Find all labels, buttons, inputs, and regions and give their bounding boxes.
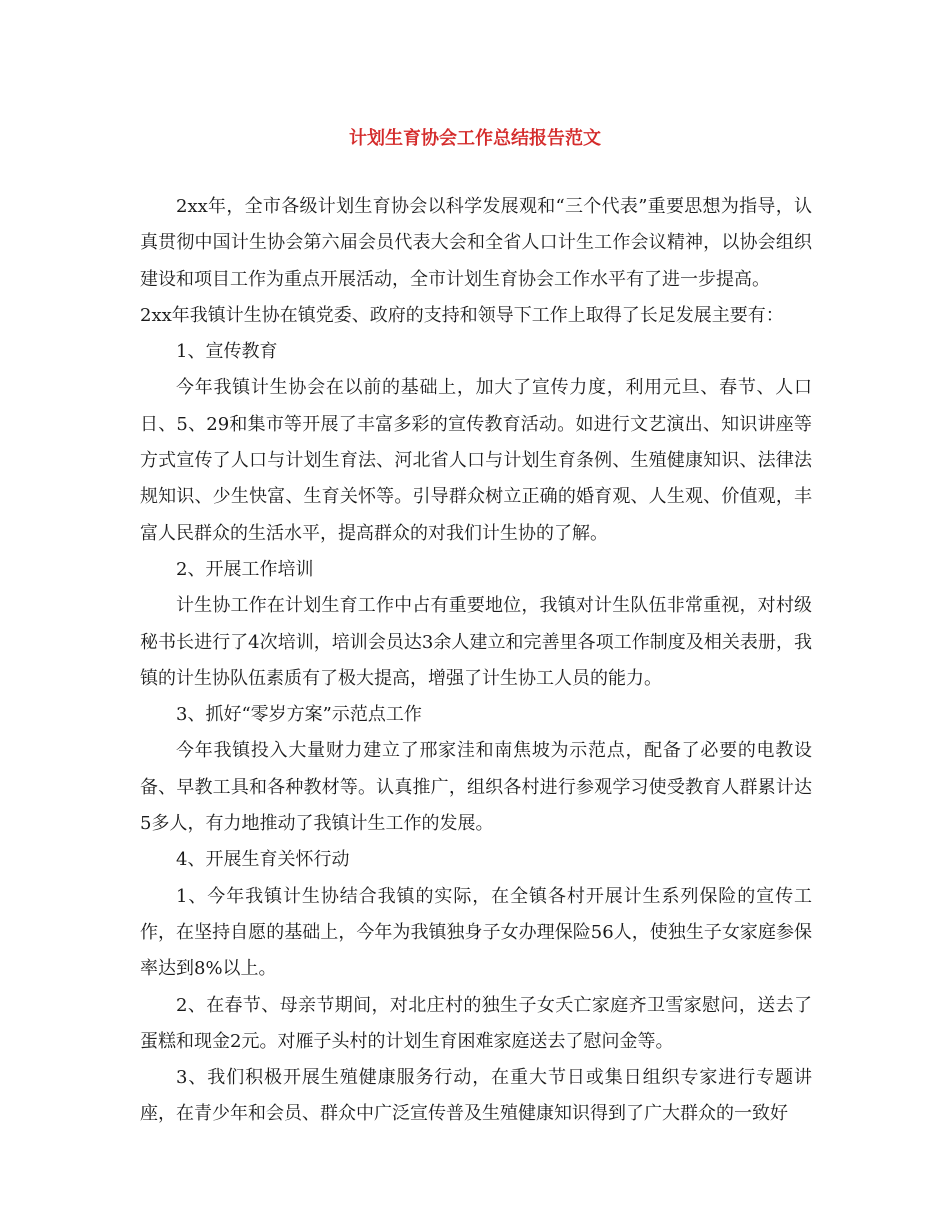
paragraph-section-2: 计生协工作在计划生育工作中占有重要地位，我镇对计生队伍非常重视，对村级秘书长进行了4次培训，培训会员达3余人建立和完善里各项工作制度及相关表册，我镇的计生协队伍素质有了极大提高，增强了计生协工人员的能力。 [140,595,812,689]
paragraph-section-4-item-3: 3、我们积极开展生殖健康服务行动，在重大节日或集日组织专家进行专题讲座，在青少年和会员、群众中广泛宣传普及生殖健康知识得到了广大群众的一致好 [140,1067,812,1125]
document-body [140,189,812,1133]
paragraph-section-4-item-1: 1、今年我镇计生协结合我镇的实际，在全镇各村开展计生系列保险的宣传工作，在坚持自愿的基础上，今年为我镇独身子女办理保险56人，使独生子女家庭参保率达到8%以上。 [140,885,812,980]
document-title: 计划生育协会工作总结报告范文 [349,128,601,149]
paragraph-section-1: 今年我镇计生协会在以前的基础上，加大了宣传力度，利用元旦、春节、人口日、5、29和集市等开展了丰富多彩的宣传教育活动。如进行文艺演出、知识讲座等方式宣传了人口与计划生育法、河北省人口与计划生育条例、生殖健康知识、法律法规知识、少生快富、生育关怀等。引导群众树立正确的婚育观、人生观、价值观，丰富人民群众的生活水平，提高群众的对我们计生协的了解。 [140,377,812,544]
paragraph-intro: 2xx年，全市各级计划生育协会以科学发展观和“三个代表”重要思想为指导，认真贯彻中国计生协会第六届会员代表大会和全省人口计生工作会议精神，以协会组织建设和项目工作为重点开展活动，全市计划生育协会工作水平有了进一步提高。 [140,196,812,290]
section-heading-4: 4、开展生育关怀行动 [176,849,350,871]
paragraph-section-3: 今年我镇投入大量财力建立了邢家洼和南焦坡为示范点，配备了必要的电教设备、早教工具和各种教材等。认真推广，组织各村进行参观学习使受教育人群累计达5多人，有力地推动了我镇计生工作的发展。 [140,740,812,835]
section-heading-2: 2、开展工作培训 [176,558,314,580]
paragraph-section-4-item-2: 2、在春节、母亲节期间，对北庄村的独生子女夭亡家庭齐卫雪家慰问，送去了蛋糕和现金2元。对雁子头村的计划生育困难家庭送去了慰问金等。 [140,994,812,1052]
section-heading-1: 1、宣传教育 [176,341,278,363]
paragraph-summary: 2xx年我镇计生协在镇党委、政府的支持和领导下工作上取得了长足发展主要有： [140,304,784,326]
section-heading-3: 3、抓好“零岁方案”示范点工作 [176,704,422,726]
